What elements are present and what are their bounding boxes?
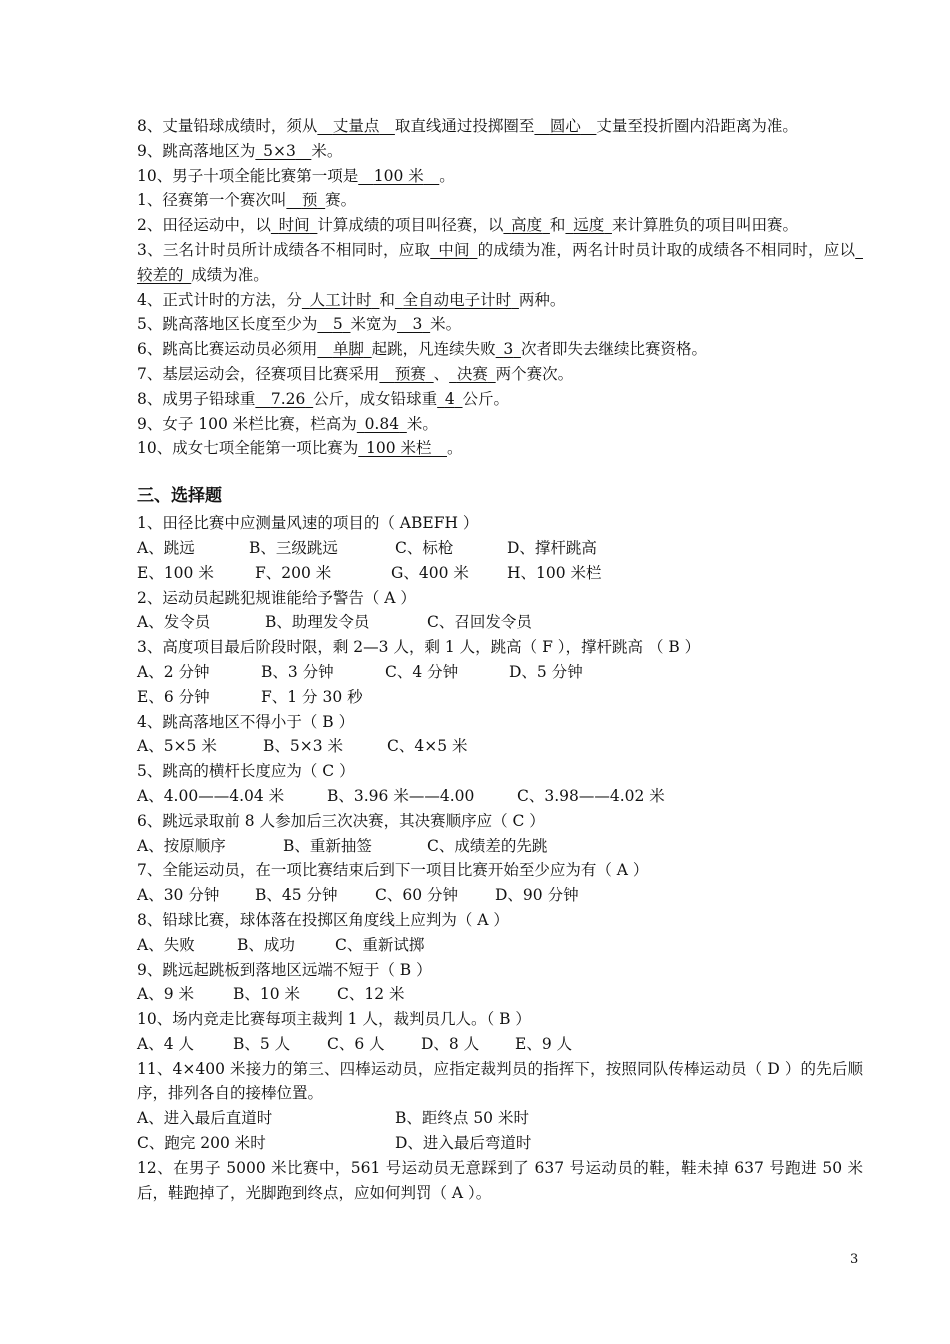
options: A、按原顺序 B、重新抽签 C、成绩差的先跳 bbox=[137, 836, 548, 855]
fill-line: 5、跳高落地区长度至少为 5 米宽为 3 米。 bbox=[137, 315, 462, 334]
question: 5、跳高的横杆长度应为（ C ） bbox=[137, 762, 355, 781]
options: A、进入最后直道时 B、距终点 50 米时 bbox=[137, 1109, 529, 1128]
fill-line: 7、基层运动会，径赛项目比赛采用 预赛 、 决赛 两个赛次。 bbox=[137, 364, 574, 383]
page-number: 3 bbox=[850, 1252, 859, 1267]
answer-blank: 高度 bbox=[511, 216, 543, 235]
fill-line: 10、男子十项全能比赛第一项是 100 米 。 bbox=[137, 166, 455, 185]
fill-line: 8、成男子铅球重 7.26 公斤，成女铅球重 4 公斤。 bbox=[137, 389, 510, 408]
fill-line bbox=[137, 114, 863, 139]
answer-blank: 100 米 bbox=[373, 166, 424, 185]
options: A、4.00——4.04 米 B、3.96 米——4.00 C、3.98——4.02 米 bbox=[137, 786, 665, 805]
question: 11、4×400 米接力的第三、四棒运动员，应指定裁判员的指挥下，按照同队传棒运动员（ D ）的先后顺序，排列各自的接棒位置。 bbox=[137, 1059, 863, 1103]
answer-blank: 中间 bbox=[438, 240, 470, 259]
question: 6、跳远录取前 8 人参加后三次决赛，其决赛顺序应（ C ） bbox=[137, 811, 545, 830]
options: A、4 人 B、5 人 C、6 人 D、8 人 E、9 人 bbox=[137, 1034, 573, 1053]
answer-blank: 3 bbox=[412, 315, 423, 334]
answer-blank: 100 米栏 bbox=[365, 439, 432, 458]
text: 取直线通过投掷圈至 bbox=[394, 117, 535, 135]
text: 8、丈量铅球成绩时，须从 bbox=[137, 117, 318, 135]
options: A、失败 B、成功 C、重新试掷 bbox=[137, 935, 425, 954]
answer-blank: 5×3 bbox=[263, 141, 296, 160]
question: 2、运动员起跳犯规谁能给予警告（ A ） bbox=[137, 588, 416, 607]
question: 1、田径比赛中应测量风速的项目的（ ABEFH ） bbox=[137, 514, 479, 533]
question: 7、全能运动员，在一项比赛结束后到下一项目比赛开始至少应为有（ A ） bbox=[137, 861, 649, 880]
question: 3、高度项目最后阶段时限，剩 2—3 人，剩 1 人，跳高（ F ），撑杆跳高 （ B ） bbox=[137, 638, 701, 657]
options: A、2 分钟 B、3 分钟 C、4 分钟 D、5 分钟 bbox=[137, 662, 583, 681]
answer-blank: 3 bbox=[503, 340, 514, 359]
section-title: 三、选择题 bbox=[137, 486, 222, 507]
fill-line: 10、成女七项全能第一项比赛为 100 米栏 。 bbox=[137, 439, 463, 458]
answer-blank: 预 bbox=[301, 191, 318, 210]
fill-paragraph: 3、三名计时员所计成绩各不相同时，应取 中间 的成绩为准，两名计时员计取的成绩各不相同时，应以 较差的 成绩为准。 bbox=[137, 238, 863, 288]
answer-blank: 预赛 bbox=[394, 364, 426, 383]
options: C、跑完 200 米时 D、进入最后弯道时 bbox=[137, 1134, 532, 1153]
answer-blank: 人工计时 bbox=[309, 290, 372, 309]
options: A、5×5 米 B、5×3 米 C、4×5 米 bbox=[137, 737, 468, 756]
fill-line: 9、女子 100 米栏比赛，栏高为 0.84 米。 bbox=[137, 414, 438, 433]
answer-blank: 较差的 bbox=[137, 265, 184, 284]
answer-blank: 圆心 bbox=[549, 117, 581, 135]
answer-blank: 7.26 bbox=[270, 389, 306, 408]
answer-blank: 5 bbox=[332, 315, 343, 334]
answer-blank: 0.84 bbox=[364, 414, 400, 433]
question: 9、跳远起跳板到落地区远端不短于（ B ） bbox=[137, 960, 432, 979]
options: A、跳远 B、三级跳远 C、标枪 D、撑杆跳高 bbox=[137, 538, 597, 557]
answer-blank: 单脚 bbox=[332, 340, 364, 359]
answer-blank: 全自动电子计时 bbox=[402, 290, 512, 309]
page-content bbox=[137, 114, 863, 1205]
options: A、发令员 B、助理发令员 C、召回发令员 bbox=[137, 613, 532, 632]
options: A、30 分钟 B、45 分钟 C、60 分钟 D、90 分钟 bbox=[137, 886, 579, 905]
question: 4、跳高落地区不得小于（ B ） bbox=[137, 712, 355, 731]
answer-blank: 4 bbox=[444, 389, 455, 408]
answer-blank: 远度 bbox=[573, 216, 605, 235]
answer-blank: 时间 bbox=[278, 216, 310, 235]
answer-blank: 决赛 bbox=[456, 364, 488, 383]
fill-line: 9、跳高落地区为 5×3 米。 bbox=[137, 141, 343, 160]
fill-line: 1、径赛第一个赛次叫 预 赛。 bbox=[137, 191, 357, 210]
options: E、6 分钟 F、1 分 30 秒 bbox=[137, 687, 363, 706]
question: 8、铅球比赛，球体落在投掷区角度线上应判为（ A ） bbox=[137, 910, 509, 929]
question: 10、场内竞走比赛每项主裁判 1 人，裁判员几人。（ B ） bbox=[137, 1010, 531, 1029]
text: 丈量至投折圈内沿距离为准。 bbox=[596, 117, 798, 135]
fill-line: 6、跳高比赛运动员必须用 单脚 起跳，凡连续失败 3 次者即失去继续比赛资格。 bbox=[137, 340, 708, 359]
fill-paragraph: 2、田径运动中，以 时间 计算成绩的项目叫径赛，以 高度 和 远度 来计算胜负的项目叫田赛。 bbox=[137, 216, 798, 235]
question: 12、在男子 5000 米比赛中，561 号运动员无意踩到了 637 号运动员的鞋，鞋未掉 637 号跑进 50 米后，鞋跑掉了，光脚跑到终点，应如何判罚（ A ）。 bbox=[137, 1158, 863, 1202]
options: E、100 米 F、200 米 G、400 米 H、100 米栏 bbox=[137, 563, 602, 582]
fill-line: 4、正式计时的方法，分 人工计时 和 全自动电子计时 两种。 bbox=[137, 290, 566, 309]
options: A、9 米 B、10 米 C、12 米 bbox=[137, 985, 405, 1004]
answer-blank: 丈量点 bbox=[332, 117, 380, 135]
